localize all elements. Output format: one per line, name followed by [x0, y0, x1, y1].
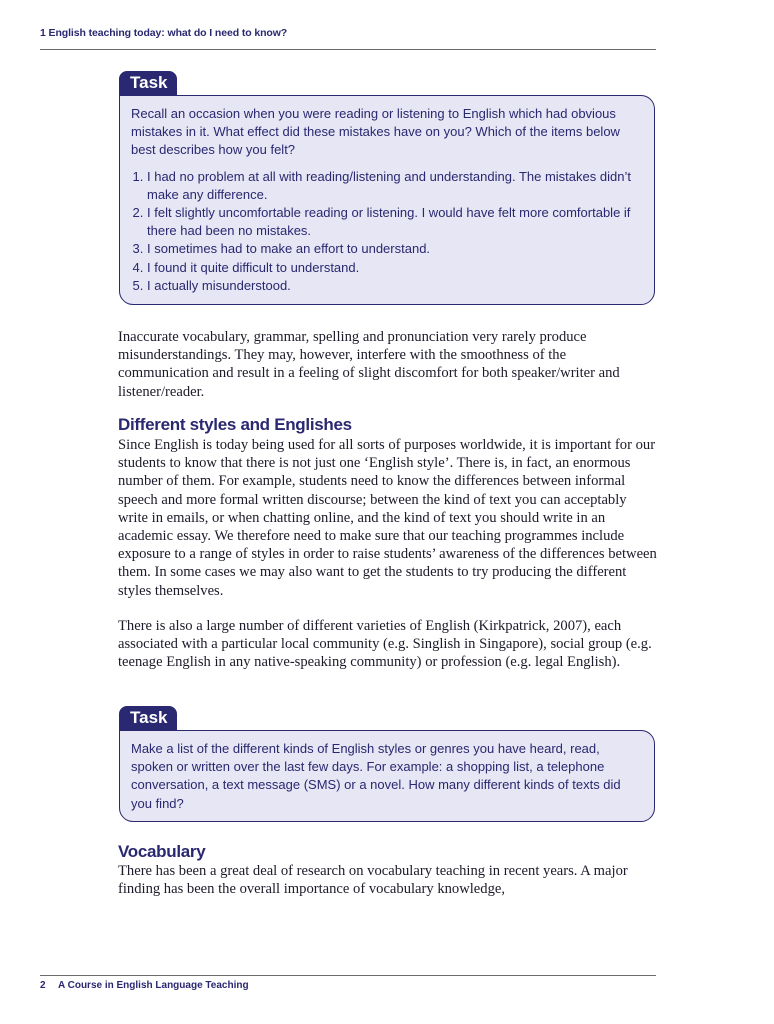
section-heading-styles: Different styles and Englishes — [118, 415, 352, 434]
section-heading-vocabulary: Vocabulary — [118, 842, 206, 861]
list-item: 2. I felt slightly uncomfortable reading or listening. I would have felt more comfortable if there had been no mistakes. — [147, 204, 642, 240]
task-2-prompt: Make a list of the different kinds of English styles or genres you have heard, read, spoken or written over the last few days. For example: a shopping list, a telephone conversation, a text message (SMS) or a novel. How many different kinds of texts did you find? — [131, 741, 621, 811]
paragraph: Inaccurate vocabulary, grammar, spelling and pronunciation very rarely produce misunderstandings. They may, however, interfere with the smoothness of the communication and result in a feeling of slight discomfort for both speaker/writer and listener/reader. — [118, 329, 620, 400]
task-2-box — [119, 730, 655, 822]
intro-paragraph — [118, 328, 658, 401]
header-rule — [40, 49, 656, 50]
paragraph: Since English is today being used for all sorts of purposes worldwide, it is important for our students to know that there is not just one ‘English style’. There is, in fact, an enormous number of them. For example, students need to know the differences between informal speech and more formal written discourse; between the kind of text you can acceptably write in emails, or when chatting online, and the kind of text you should write in an academic essay. We therefore need to make sure that our teaching programmes include exposure to a range of styles in order to raise students’ awareness of the differences between them. In some cases we may also want to get the students to try producing the different styles themselves. — [118, 437, 657, 599]
running-head: 1 English teaching today: what do I need to know? — [40, 27, 288, 39]
task-2-tab: Task — [119, 706, 177, 730]
task-1-box — [119, 95, 655, 305]
styles-paragraph-1 — [118, 436, 658, 600]
task-1-prompt: Recall an occasion when you were reading or listening to English which had obvious mistakes in it. What effect did these mistakes have on you? Which of the items below best describes how you felt? — [131, 106, 620, 158]
paragraph: There has been a great deal of research on vocabulary teaching in recent years. A major finding has been the overall importance of vocabulary knowledge, — [118, 863, 628, 898]
list-item: 3. I sometimes had to make an effort to understand. — [147, 240, 642, 258]
paragraph: There is also a large number of different varieties of English (Kirkpatrick, 2007), each associated with a particular local community (e.g. Singlish in Singapore), social group (e.g. teenage English in any native-speaking community) or profession (e.g. legal English). — [118, 618, 652, 671]
task-1-tab: Task — [119, 71, 177, 95]
book-title: A Course in English Language Teaching — [57, 980, 249, 991]
task-1-list — [131, 168, 642, 295]
list-item: 1. I had no problem at all with reading/listening and understanding. The mistakes didn’t make any difference. — [147, 168, 642, 204]
vocabulary-paragraph — [118, 862, 658, 898]
footer — [40, 980, 249, 991]
styles-paragraph-2 — [118, 617, 658, 672]
list-item: 4. I found it quite difficult to understand. — [147, 259, 642, 277]
footer-rule — [40, 975, 656, 976]
page-number: 2 — [40, 980, 46, 991]
list-item: 5. I actually misunderstood. — [147, 277, 642, 295]
